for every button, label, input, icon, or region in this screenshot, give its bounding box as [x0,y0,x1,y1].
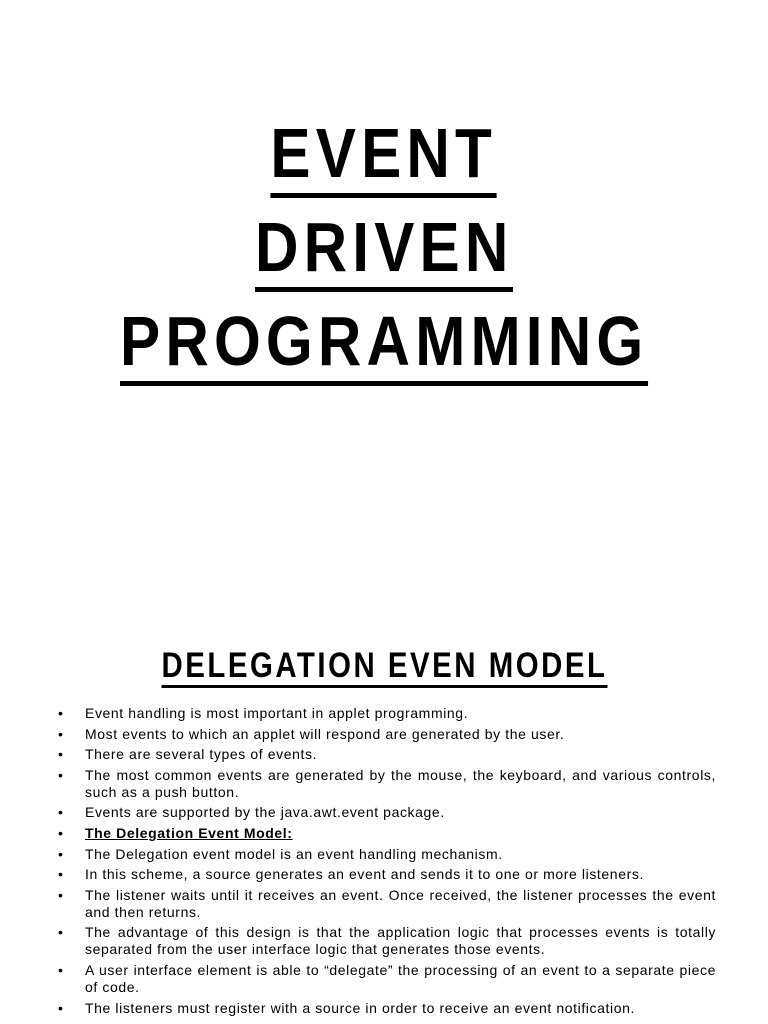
list-item-text: In this scheme, a source generates an event and sends it to one or more listeners. [85,866,644,883]
list-item-text: A user interface element is able to “delegate” the processing of an event to a separate piece of code. [85,961,716,995]
title-line-3: PROGRAMMING [120,306,648,386]
list-item [56,924,716,958]
bullet-dot: • [58,924,64,941]
list-item [56,962,716,996]
list-item [56,887,716,921]
bullet-dot: • [58,999,64,1016]
list-item [56,726,716,743]
list-item [56,846,716,863]
bullet-dot: • [58,886,64,903]
title-line-2: DRIVEN [255,212,513,292]
list-item [56,746,716,763]
document-title [0,114,768,400]
list-item-text: The Delegation Event Model: [85,824,293,841]
section-heading [0,648,768,688]
bullet-list [56,705,716,1020]
list-item [56,1000,716,1017]
bullet-dot: • [58,866,64,883]
list-item-text: Event handling is most important in applet programming. [85,705,469,721]
bullet-dot: • [58,746,64,763]
section-heading-text: DELEGATION EVEN MODEL [161,648,607,688]
bullet-dot: • [58,804,64,821]
list-item [56,767,716,801]
bullet-dot: • [58,725,64,742]
list-item [56,705,716,722]
bullet-dot: • [58,705,64,721]
list-item-subheading [56,825,716,842]
list-item [56,804,716,821]
list-item [56,866,716,883]
bullet-dot: • [58,766,64,783]
list-item-text: The listener waits until it receives an event. Once received, the listener processes the event and then returns. [85,886,716,920]
list-item-text: The advantage of this design is that the application logic that processes events is totally separated from the user interface logic that generates those events. [85,924,716,958]
title-line-1: EVENT [271,118,498,198]
list-item-text: Events are supported by the java.awt.event package. [85,804,445,821]
list-item-text: The listeners must register with a source in order to receive an event notification. [85,999,635,1016]
list-item-text: Most events to which an applet will respond are generated by the user. [85,725,565,742]
list-item-text: The most common events are generated by the mouse, the keyboard, and various controls, such as a push button. [85,766,716,800]
list-item-text: The Delegation event model is an event handling mechanism. [85,845,503,862]
list-item-text: There are several types of events. [85,746,318,763]
bullet-dot: • [58,824,64,841]
bullet-dot: • [58,845,64,862]
bullet-dot: • [58,961,64,978]
